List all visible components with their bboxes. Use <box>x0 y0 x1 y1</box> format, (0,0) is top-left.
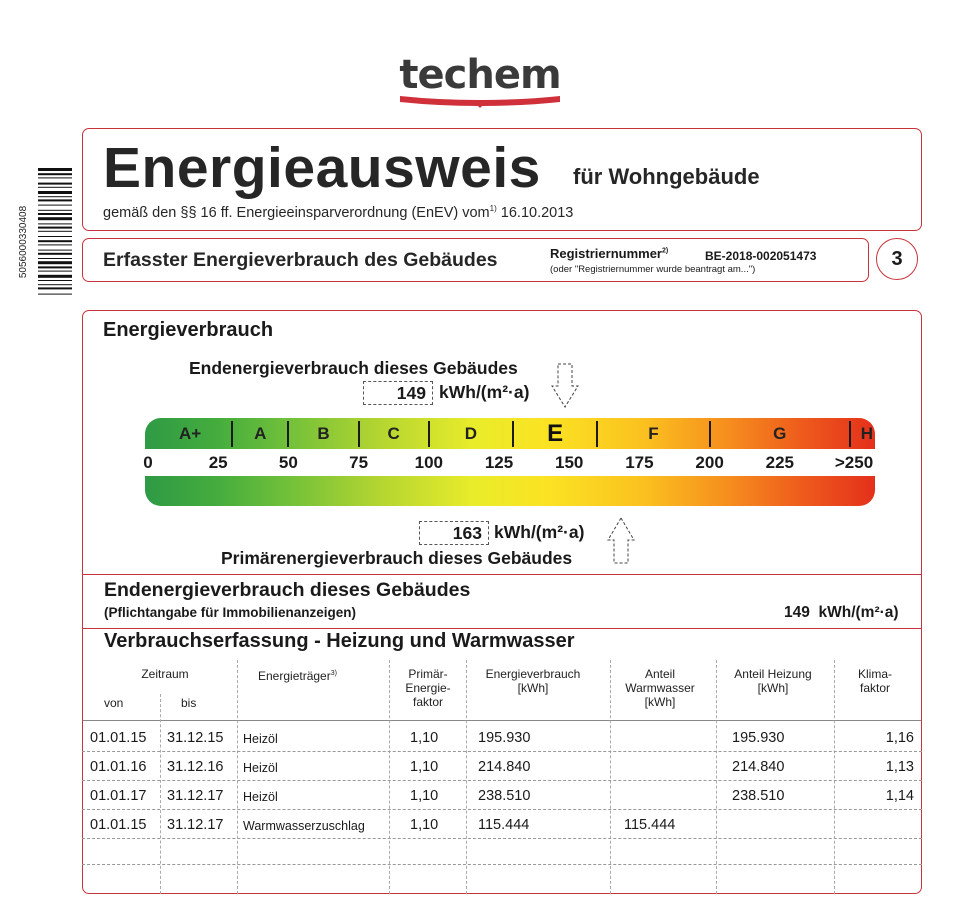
energy-class-label: A+ <box>179 424 202 443</box>
table-row <box>82 810 922 839</box>
barcode-bar <box>38 191 72 194</box>
barcode-bar <box>38 168 72 171</box>
barcode-bar <box>38 253 72 255</box>
header-hot-water-1: Anteil <box>644 667 676 681</box>
table-cell-carrier: Warmwasserzuschlag <box>243 819 365 833</box>
scale-tick-label: 25 <box>208 453 228 472</box>
header-hot-water <box>612 667 708 709</box>
end-energy-unit: kWh/(m²·a) <box>439 382 530 402</box>
table-cell-consumption: 115.444 <box>478 817 530 833</box>
barcode-bar <box>38 205 72 206</box>
table-cell-to: 31.12.15 <box>167 730 224 746</box>
table-cell-factor: 1,10 <box>410 788 439 804</box>
barcode-bar <box>38 271 72 272</box>
registration-label-text: Registriernummer <box>550 246 662 261</box>
energy-class-label: G <box>773 424 787 443</box>
scale-tick-label: 0 <box>143 453 153 472</box>
table-row <box>82 781 922 810</box>
header-primary-factor <box>393 667 463 709</box>
header-period: Zeitraum <box>141 667 189 681</box>
table-cell-consumption: 195.930 <box>478 730 531 746</box>
table-row-empty <box>82 836 922 865</box>
table-title: Verbrauchserfassung - Heizung und Warmwasser <box>104 630 575 652</box>
barcode-bar <box>38 287 72 289</box>
table-cell-to: 31.12.17 <box>167 817 224 833</box>
summary-value-unit: kWh/(m²·a) <box>818 604 899 621</box>
table-cell-to: 31.12.16 <box>167 759 224 775</box>
table-cell-carrier: Heizöl <box>243 790 278 804</box>
header-primary-factor-2: Energie- <box>405 681 451 695</box>
barcode-bar <box>38 244 72 245</box>
section-header-frame <box>82 238 869 282</box>
barcode-bar <box>38 227 72 229</box>
legal-basis <box>103 204 573 221</box>
primary-energy-label: Primärenergieverbrauch dieses Gebäudes <box>221 548 573 568</box>
header-carrier-footnote: 3) <box>330 670 337 677</box>
energy-class-separator <box>849 421 851 447</box>
barcode-bar <box>38 266 72 268</box>
header-consumption <box>468 667 598 695</box>
document-subtitle: für Wohngebäude <box>573 164 760 189</box>
header-carrier <box>258 667 358 683</box>
energy-class-separator <box>358 421 360 447</box>
table-cell-to: 31.12.17 <box>167 788 224 804</box>
barcode-bar <box>38 231 72 232</box>
header-consumption-1: Energieverbrauch <box>485 667 581 681</box>
table-cell-climate: 1,16 <box>885 730 914 746</box>
divider-table <box>83 628 921 629</box>
table-cell-factor: 1,10 <box>410 759 439 775</box>
registration-footnote: 2) <box>661 247 669 255</box>
table-row <box>82 723 922 752</box>
divider-summary <box>83 574 921 575</box>
table-cell-factor: 1,10 <box>410 730 439 746</box>
table-cell-heating: 238.510 <box>732 788 785 804</box>
end-energy-value: 149 <box>363 381 433 405</box>
scale-tick-label: >250 <box>834 453 874 472</box>
summary-value-number: 149 <box>784 604 810 621</box>
scale-tick-label: 200 <box>695 453 724 472</box>
registration-number: BE-2018-002051473 <box>705 249 817 263</box>
header-hot-water-2: Warmwasser <box>625 681 695 695</box>
table-cell-climate: 1,13 <box>885 759 914 775</box>
scale-tick-label: 100 <box>414 453 443 472</box>
energy-class-separator <box>596 421 598 447</box>
registration-note: (oder "Registriernummer wurde beantragt am...") <box>550 264 756 275</box>
energy-class-label: H <box>860 424 873 443</box>
energy-class-label: C <box>387 424 400 443</box>
energy-class-separator <box>231 421 233 447</box>
scale-tick-label: 50 <box>278 453 298 472</box>
barcode-bar <box>38 240 72 242</box>
logo-text: techem <box>399 52 561 98</box>
header-heating-1: Anteil Heizung <box>734 667 812 681</box>
scale-tick-label: 150 <box>555 453 584 472</box>
table-cell-heating: 214.840 <box>732 759 785 775</box>
barcode-bar <box>38 196 72 197</box>
barcode-bar <box>38 258 72 259</box>
table-cell-carrier: Heizöl <box>243 732 278 746</box>
page-number-badge: 3 <box>876 238 918 280</box>
table-row-empty <box>82 865 922 894</box>
energy-heading: Energieverbrauch <box>103 319 274 341</box>
section-title: Erfasster Energieverbrauch des Gebäudes <box>103 249 498 271</box>
summary-value <box>784 604 899 622</box>
table-cell-hot-water: 115.444 <box>624 817 676 833</box>
end-energy-arrow-down-icon <box>550 362 580 410</box>
barcode-bar <box>38 213 72 215</box>
scale-tick-label: 125 <box>484 453 514 472</box>
primary-energy-arrow-up-icon <box>606 516 636 566</box>
legal-footnote: 1) <box>489 204 497 213</box>
barcode-bar <box>38 177 72 178</box>
header-climate-1: Klima- <box>857 667 892 681</box>
summary-subtitle: (Pflichtangabe für Immobilienanzeigen) <box>104 605 357 620</box>
energy-class-label: A <box>254 424 267 443</box>
barcode-bar <box>38 217 72 220</box>
barcode-bar <box>38 250 72 251</box>
end-energy-label: Endenergieverbrauch dieses Gebäudes <box>189 358 518 378</box>
barcode-bar <box>38 280 72 281</box>
header-climate <box>840 667 910 695</box>
legal-prefix: gemäß den §§ 16 ff. Energieeinsparverordnung (EnEV) vom <box>103 204 490 221</box>
header-heating-2: [kWh] <box>757 681 789 695</box>
scale-tick-label: 175 <box>625 453 654 472</box>
table-row <box>82 752 922 781</box>
barcode-bar <box>38 284 72 285</box>
barcode-bar <box>38 210 72 211</box>
legal-date: 16.10.2013 <box>500 204 574 221</box>
energy-scale-bar <box>145 476 875 506</box>
barcode-bar <box>38 236 72 237</box>
barcode-bar <box>38 261 72 264</box>
header-primary-factor-3: faktor <box>412 695 443 709</box>
table-cell-from: 01.01.16 <box>90 759 147 775</box>
energy-class-separator <box>287 421 289 447</box>
header-consumption-2: [kWh] <box>517 681 549 695</box>
table-cell-factor: 1,10 <box>410 817 439 833</box>
scale-tick-label: 225 <box>765 453 794 472</box>
header-primary-factor-1: Primär- <box>408 667 448 681</box>
table-cell-from: 01.01.15 <box>90 730 147 746</box>
registration-label <box>550 246 668 261</box>
energy-class-label: E <box>547 420 564 447</box>
barcode-bar <box>38 223 72 224</box>
title-frame <box>82 128 922 231</box>
barcode-bar <box>38 173 72 175</box>
table-cell-climate: 1,14 <box>885 788 914 804</box>
table-cell-consumption: 214.840 <box>478 759 531 775</box>
barcode-bar <box>38 275 72 278</box>
energy-class-separator <box>709 421 711 447</box>
table-cell-from: 01.01.15 <box>90 817 147 833</box>
scale-tick-label: 75 <box>349 453 369 472</box>
header-hot-water-3: [kWh] <box>644 695 676 709</box>
barcode-bar <box>38 187 72 188</box>
energy-class-separator <box>428 421 430 447</box>
header-heating <box>718 667 828 695</box>
energy-class-separator <box>512 421 514 447</box>
barcode-number: 5056000330408 <box>18 205 29 279</box>
header-carrier-text: Energieträger <box>258 669 331 683</box>
energy-class-label: D <box>464 424 478 443</box>
header-from: von <box>104 696 124 710</box>
document-title: Energieausweis <box>103 136 541 200</box>
techem-logo <box>380 52 580 112</box>
energy-class-bar <box>145 418 875 449</box>
energy-class-label: F <box>648 424 659 443</box>
barcode-bar <box>38 199 72 201</box>
table-cell-heating: 195.930 <box>732 730 785 746</box>
primary-energy-unit: kWh/(m²·a) <box>494 522 585 542</box>
energy-class-label: B <box>317 424 330 443</box>
table-header-divider <box>83 720 921 721</box>
table-cell-from: 01.01.17 <box>90 788 147 804</box>
logo-swoosh-icon <box>398 92 562 110</box>
barcode-bar <box>38 183 72 185</box>
summary-title: Endenergieverbrauch dieses Gebäudes <box>104 579 471 601</box>
primary-energy-value: 163 <box>419 521 489 545</box>
barcode-icon <box>38 168 72 326</box>
header-climate-2: faktor <box>859 681 890 695</box>
table-cell-carrier: Heizöl <box>243 761 278 775</box>
table-cell-consumption: 238.510 <box>478 788 531 804</box>
barcode-bar <box>38 294 72 295</box>
header-to: bis <box>181 696 197 710</box>
